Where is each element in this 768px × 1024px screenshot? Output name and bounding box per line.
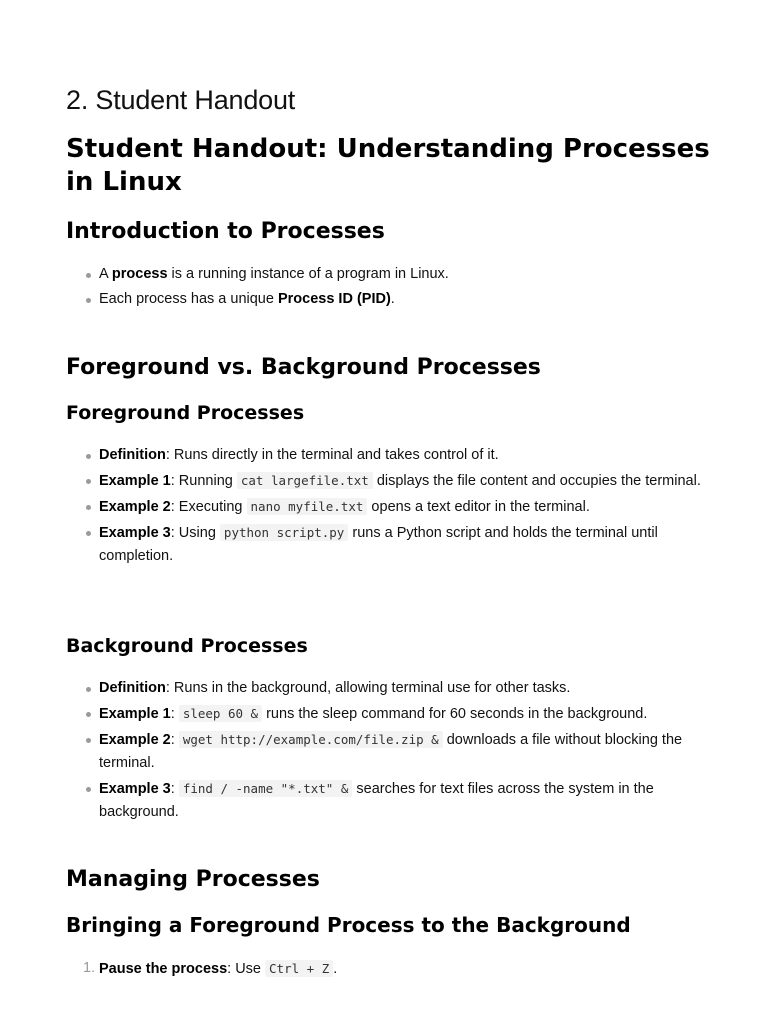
item-text: runs the sleep command for 60 seconds in the background.	[262, 706, 648, 722]
item-text: displays the file content and occupies the terminal.	[372, 473, 701, 489]
section-title: 2. Student Handout	[66, 85, 296, 115]
inline-code: Ctrl + Z	[265, 960, 333, 977]
inline-code: sleep 60 &	[179, 705, 262, 722]
inline-code: cat largefile.txt	[237, 472, 373, 489]
list-item	[99, 777, 709, 824]
list-item	[99, 263, 709, 286]
item-label: Example 1	[99, 473, 171, 489]
list-item	[99, 728, 709, 775]
item-label: Example 2	[99, 499, 171, 515]
item-label: Example 3	[99, 781, 171, 797]
step-number: 1.	[83, 960, 96, 976]
steps-list	[83, 957, 709, 983]
foreground-list	[99, 444, 709, 570]
item-text: : Runs directly in the terminal and takes control of it.	[165, 447, 499, 463]
item-bold: process	[111, 266, 168, 282]
inline-code: python script.py	[220, 524, 348, 541]
managing-heading: Managing Processes	[66, 867, 320, 892]
list-item	[99, 469, 709, 493]
list-item	[83, 957, 709, 981]
item-text: :	[170, 706, 179, 722]
item-text: .	[390, 291, 395, 307]
item-text: : Using	[170, 525, 220, 541]
list-item	[99, 444, 709, 467]
item-text: searches for text files across the system in the background.	[99, 781, 654, 820]
item-text: : Use	[227, 961, 266, 977]
intro-heading: Introduction to Processes	[66, 219, 385, 244]
item-label: Pause the process	[99, 961, 228, 977]
list-item	[99, 288, 709, 311]
item-text: A	[99, 266, 112, 282]
list-item	[99, 677, 709, 700]
item-label: Example 2	[99, 732, 171, 748]
item-label: Example 3	[99, 525, 171, 541]
intro-list	[99, 263, 709, 313]
item-text: :	[170, 732, 179, 748]
fg-bg-heading: Foreground vs. Background Processes	[66, 355, 541, 380]
foreground-heading: Foreground Processes	[66, 402, 305, 424]
item-text: is a running instance of a program in Linux.	[167, 266, 449, 282]
item-text: runs a Python script and holds the terminal until completion.	[99, 525, 658, 564]
managing-subheading: Bringing a Foreground Process to the Background	[66, 913, 631, 937]
inline-code: wget http://example.com/file.zip &	[179, 731, 443, 748]
inline-code: find / -name "*.txt" &	[179, 780, 353, 797]
item-text: Each process has a unique	[99, 291, 278, 307]
item-text: : Running	[170, 473, 237, 489]
background-heading: Background Processes	[66, 635, 308, 657]
item-text: : Runs in the background, allowing terminal use for other tasks.	[165, 680, 571, 696]
list-item	[99, 521, 709, 568]
inline-code: nano myfile.txt	[247, 498, 368, 515]
item-bold: Process ID (PID)	[277, 291, 391, 307]
item-text: opens a text editor in the terminal.	[367, 499, 590, 515]
list-item	[99, 702, 709, 726]
list-item	[99, 495, 709, 519]
item-text: downloads a file without blocking the terminal.	[99, 732, 683, 771]
item-text: : Executing	[170, 499, 247, 515]
item-text: .	[333, 961, 338, 977]
page-title: Student Handout: Understanding Processes in Linux	[66, 134, 710, 197]
item-label: Definition	[99, 680, 166, 696]
background-list	[99, 677, 709, 826]
item-label: Example 1	[99, 706, 171, 722]
item-label: Definition	[99, 447, 166, 463]
item-text: :	[170, 781, 179, 797]
